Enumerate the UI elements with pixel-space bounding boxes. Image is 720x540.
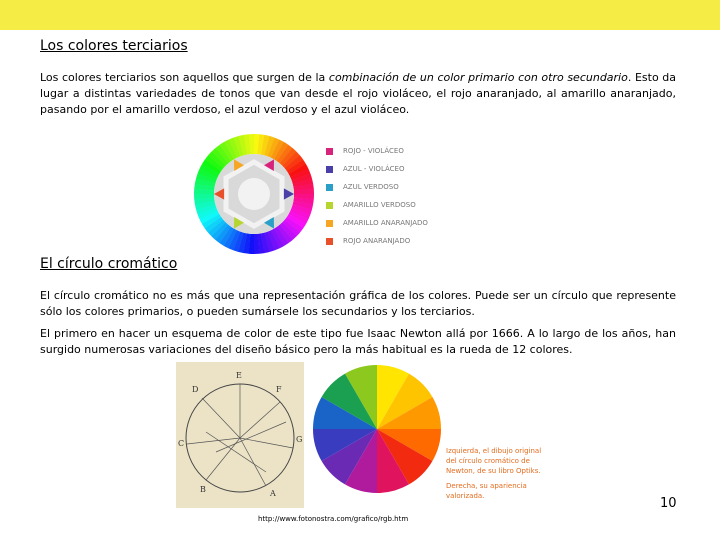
legend-label: AMARILLO ANARANJADO bbox=[343, 219, 428, 227]
legend-swatch bbox=[326, 220, 333, 227]
wheel-inner-circle bbox=[238, 178, 270, 210]
svg-text:E: E bbox=[236, 371, 242, 380]
caption-left-line-3: Newton, de su libro Optiks. bbox=[446, 467, 541, 475]
svg-text:A: A bbox=[270, 489, 276, 498]
caption-right-line-1: Derecha, su apariencia bbox=[446, 482, 527, 490]
newton-color-circle-drawing bbox=[176, 362, 304, 508]
section-title-color-wheel: El círculo cromático bbox=[40, 256, 178, 272]
svg-text:C: C bbox=[178, 439, 185, 448]
twelve-color-wheel bbox=[312, 364, 442, 494]
legend-swatch bbox=[326, 184, 333, 191]
source-url: http://www.fotonostra.com/grafico/rgb.htm bbox=[258, 515, 409, 523]
top-banner bbox=[0, 0, 720, 30]
legend-item bbox=[326, 161, 428, 177]
svg-text:B: B bbox=[200, 485, 206, 494]
legend-label: AZUL - VIOLÁCEO bbox=[343, 165, 405, 173]
caption-left bbox=[446, 446, 541, 476]
legend-label: ROJO - VIOLÁCEO bbox=[343, 147, 404, 155]
caption-left-line-2: del círculo cromático de bbox=[446, 457, 530, 465]
legend-swatch bbox=[326, 238, 333, 245]
paragraph-emphasis: combinación de un color primario con otro secundario bbox=[328, 71, 628, 84]
legend-label: AMARILLO VERDOSO bbox=[343, 201, 416, 209]
caption-left-line-1: Izquierda, el dibujo original bbox=[446, 447, 542, 455]
tertiary-colors-paragraph bbox=[40, 70, 676, 118]
legend-item bbox=[326, 233, 428, 249]
svg-text:D: D bbox=[192, 385, 199, 394]
svg-text:F: F bbox=[276, 385, 282, 394]
legend-item bbox=[326, 179, 428, 195]
caption-right-line-2: valorizada. bbox=[446, 492, 485, 500]
legend-swatch bbox=[326, 148, 333, 155]
tertiary-color-wheel bbox=[192, 132, 316, 256]
legend-item bbox=[326, 143, 428, 159]
caption-right bbox=[446, 481, 527, 501]
legend-label: ROJO ANARANJADO bbox=[343, 237, 411, 245]
page-number: 10 bbox=[660, 496, 677, 511]
svg-text:G: G bbox=[296, 435, 303, 444]
color-wheel-paragraph-1: El círculo cromático no es más que una representación gráfica de los colores. Puede ser un círculo que represente sólo los colores primarios, o pueden sumársele los secundarios y los terciarios. bbox=[40, 289, 676, 318]
legend-item bbox=[326, 197, 428, 213]
legend-label: AZUL VERDOSO bbox=[343, 183, 399, 191]
legend-swatch bbox=[326, 202, 333, 209]
paragraph-text-end: . Esto da lugar a distintas variedades de tonos que van desde el rojo violáceo, el rojo anaranjado, al amarillo anaranjado, pasando por el amarillo verdoso, el azul verdoso y el azul violáceo. bbox=[40, 71, 677, 116]
section-title-tertiary-colors: Los colores terciarios bbox=[40, 38, 188, 54]
paragraph-text-start: Los colores terciarios son aquellos que surgen de la bbox=[40, 71, 329, 84]
legend-swatch bbox=[326, 166, 333, 173]
color-wheel-paragraph-2: El primero en hacer un esquema de color de este tipo fue Isaac Newton allá por 1666. A lo largo de los años, han surgido numerosas variaciones del diseño básico pero la más habitual es la rueda de 12 colores. bbox=[40, 327, 676, 356]
tertiary-color-legend bbox=[326, 143, 428, 251]
legend-item bbox=[326, 215, 428, 231]
